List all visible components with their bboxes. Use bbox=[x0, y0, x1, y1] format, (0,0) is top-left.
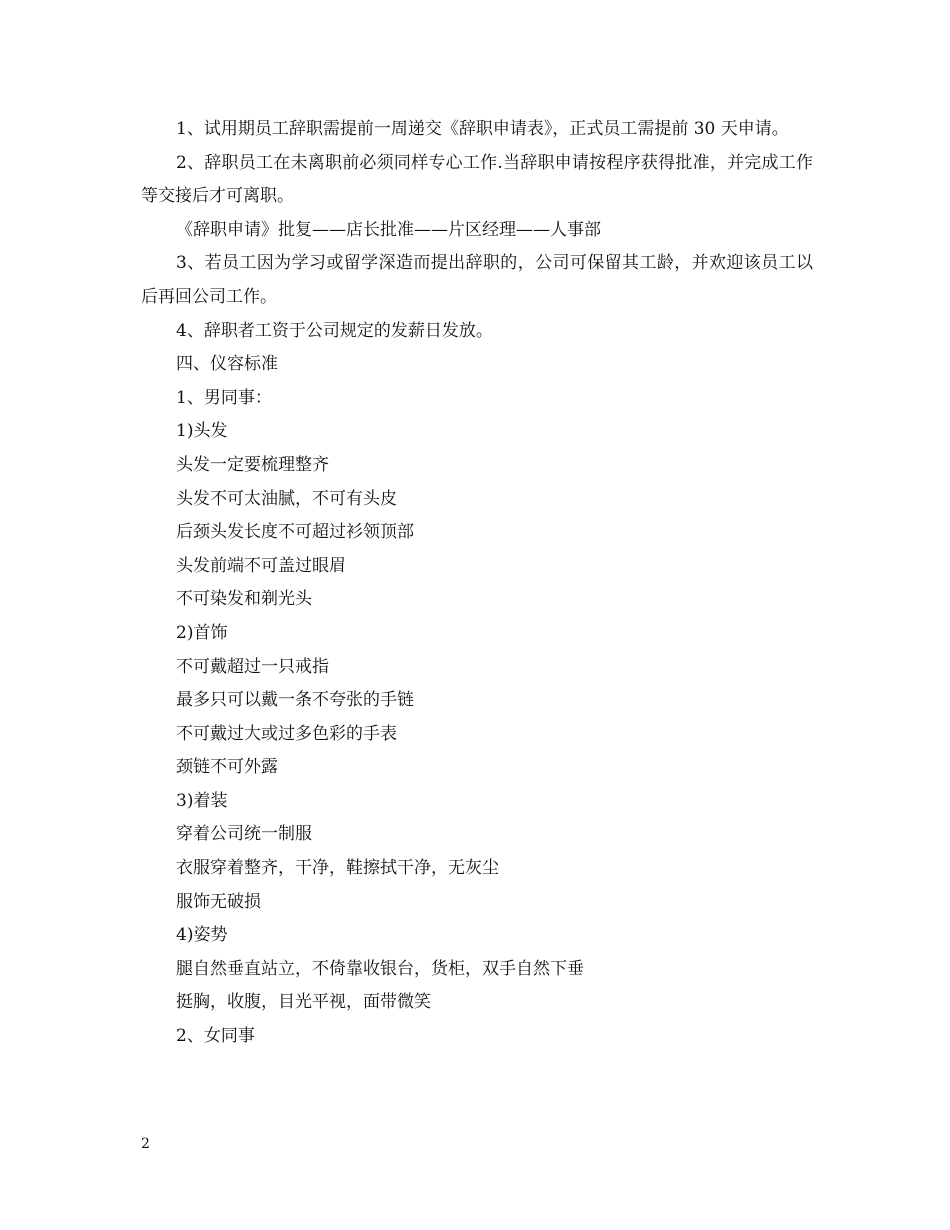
subheading-hair: 1)头发 bbox=[176, 421, 228, 442]
list-item: 不可戴过大或过多色彩的手表 bbox=[176, 723, 397, 744]
paragraph-resignation-handover: 2、辞职员工在未离职前必须同样专心工作.当辞职申请按程序获得批准，并完成工作等交接后才可离职。 bbox=[141, 152, 813, 207]
paragraph-approval-flow: 《辞职申请》批复——店长批准——片区经理——人事部 bbox=[176, 219, 601, 240]
document-body bbox=[141, 113, 813, 1054]
list-item: 颈链不可外露 bbox=[176, 757, 278, 778]
list-item: 头发不可太油腻，不可有头皮 bbox=[176, 488, 397, 509]
paragraph-resignation-notice: 1、试用期员工辞职需提前一周递交《辞职申请表》，正式员工需提前 30 天申请。 bbox=[176, 119, 789, 139]
subheading-posture: 4)姿势 bbox=[176, 925, 228, 946]
list-item: 头发前端不可盖过眼眉 bbox=[176, 555, 346, 576]
subheading-female-staff: 2、女同事 bbox=[176, 1026, 255, 1047]
list-item: 不可染发和剃光头 bbox=[176, 589, 312, 610]
list-item: 挺胸，收腹，目光平视，面带微笑 bbox=[176, 992, 431, 1013]
list-item: 头发一定要梳理整齐 bbox=[176, 454, 329, 475]
list-item: 穿着公司统一制服 bbox=[176, 824, 312, 845]
list-item: 服饰无破损 bbox=[176, 891, 261, 912]
list-item: 后颈头发长度不可超过衫领顶部 bbox=[176, 522, 414, 543]
list-item: 衣服穿着整齐，干净，鞋擦拭干净，无灰尘 bbox=[176, 858, 499, 879]
section-heading-appearance: 四、仪容标准 bbox=[176, 354, 278, 375]
list-item: 腿自然垂直站立，不倚靠收银台，货柜，双手自然下垂 bbox=[176, 958, 584, 979]
list-item: 最多只可以戴一条不夸张的手链 bbox=[176, 690, 414, 711]
page-number: 2 bbox=[141, 1136, 150, 1152]
paragraph-study-resignation: 3、若员工因为学习或留学深造而提出辞职的，公司可保留其工龄，并欢迎该员工以后再回公司工作。 bbox=[141, 253, 813, 307]
subheading-jewelry: 2)首饰 bbox=[176, 622, 228, 643]
paragraph-salary-payment: 4、辞职者工资于公司规定的发薪日发放。 bbox=[176, 320, 493, 341]
subheading-attire: 3)着装 bbox=[176, 790, 228, 811]
list-item: 不可戴超过一只戒指 bbox=[176, 656, 329, 677]
subheading-male-staff: 1、男同事： bbox=[176, 387, 272, 408]
